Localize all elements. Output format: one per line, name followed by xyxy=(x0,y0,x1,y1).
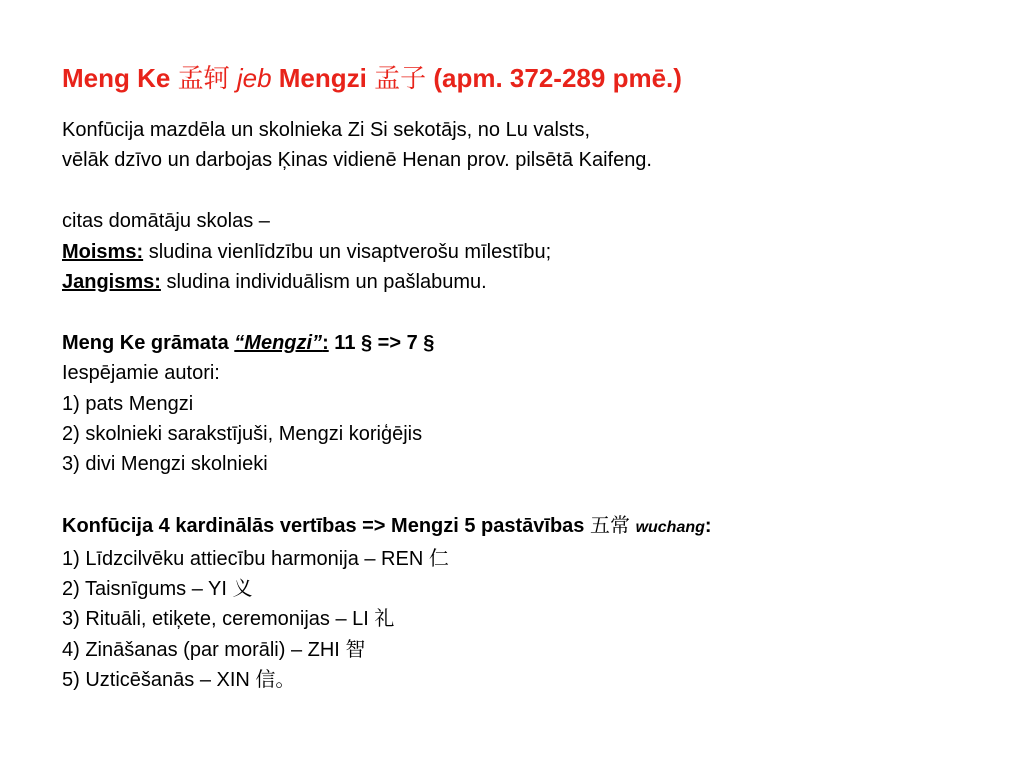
yangism-description: sludina individuālism un pašlabumu. xyxy=(166,271,487,294)
spacer xyxy=(62,176,1002,206)
moism-line xyxy=(62,237,1002,267)
virtues-heading-colon: : xyxy=(704,515,712,538)
title-name-meng-ke: Meng Ke xyxy=(62,63,171,93)
virtue-item: 4) Zināšanas (par morāli) – ZHI 智 xyxy=(62,638,366,661)
author-item: 3) divi Mengzi skolnieki xyxy=(62,453,268,476)
moism-description: sludina vienlīdzību un visaptverošu mīlestību; xyxy=(148,240,552,263)
spacer xyxy=(62,480,1002,510)
book-title-text: “Mengzi” xyxy=(234,331,323,354)
title-or-word: jeb xyxy=(236,63,272,93)
book-line xyxy=(62,328,1002,358)
spacer xyxy=(62,297,1002,327)
intro-line-2: vēlāk dzīvo un darbojas Ķinas vidienē Henan prov. pilsētā Kaifeng. xyxy=(62,149,652,172)
slide-title xyxy=(62,58,1002,99)
yangism-term: Jangisms: xyxy=(62,271,161,294)
schools-heading: citas domātāju skolas – xyxy=(62,210,270,233)
authors-heading: Iespējamie autori: xyxy=(62,362,220,385)
yangism-line xyxy=(62,267,1002,297)
virtue-item: 5) Uzticēšanās – XIN 信。 xyxy=(62,669,296,692)
moism-term: Moisms: xyxy=(62,240,144,263)
book-title-colon: : xyxy=(322,331,329,354)
virtue-item: 2) Taisnīgums – YI 义 xyxy=(62,578,253,601)
intro-line-1: Konfūcija mazdēla un skolnieka Zi Si sekotājs, no Lu valsts, xyxy=(62,119,591,141)
virtues-heading-pinyin: wuchang xyxy=(635,519,705,537)
virtues-heading-text: Konfūcija 4 kardinālās vertības => Mengzi 5 pastāvības xyxy=(62,515,585,538)
virtues-heading-cjk: 五常 xyxy=(590,513,630,538)
author-item: 1) pats Mengzi xyxy=(62,392,194,415)
book-chapter-count: 11 § => 7 § xyxy=(334,331,435,354)
title-name-mengzi-cjk: 孟子 xyxy=(374,64,427,94)
virtue-item: 3) Rituāli, etiķete, ceremonijas – LI 礼 xyxy=(62,608,395,631)
book-prefix: Meng Ke grāmata xyxy=(62,331,229,354)
virtue-item: 1) Līdzcilvēku attiecību harmonija – REN 仁 xyxy=(62,547,449,570)
author-item: 2) skolnieki sarakstījuši, Mengzi koriģējis xyxy=(62,423,423,446)
slide-body xyxy=(62,115,1002,696)
book-title xyxy=(234,332,328,354)
title-dates: (apm. 372-289 pmē.) xyxy=(433,63,682,93)
title-name-meng-ke-cjk: 孟轲 xyxy=(177,64,230,94)
virtues-heading xyxy=(62,510,1002,543)
slide-content xyxy=(62,58,1002,696)
title-name-mengzi: Mengzi xyxy=(278,63,367,93)
